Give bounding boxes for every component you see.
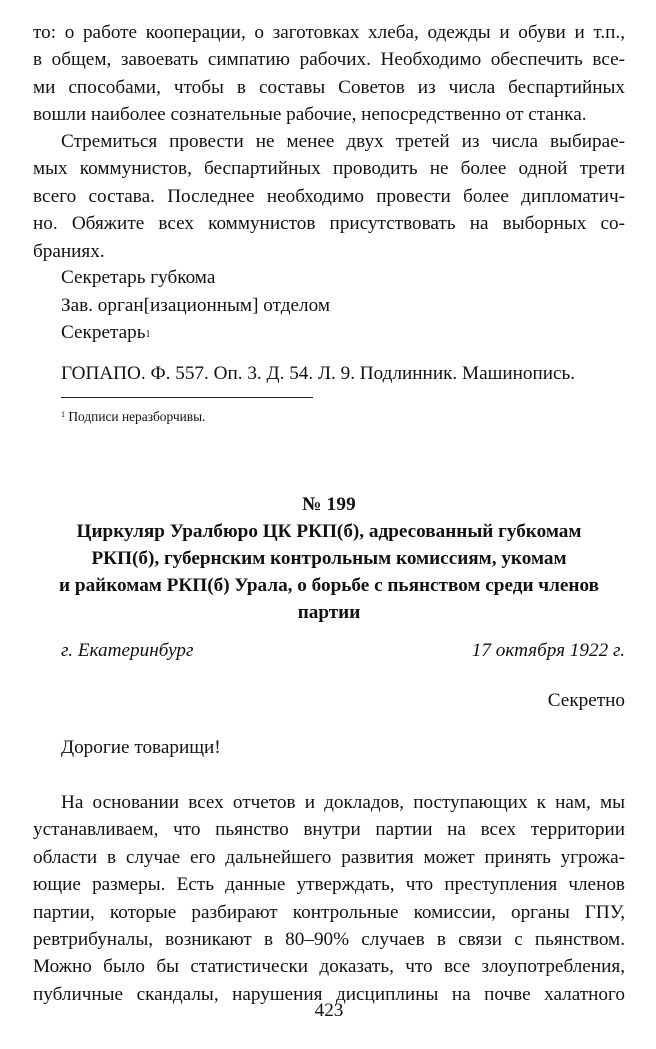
page-number: 423	[314, 1000, 344, 1021]
footnote-number: 1	[61, 410, 65, 419]
archive-reference: ГОПАПО. Ф. 557. Оп. 3. Д. 54. Л. 9. Подлинник. Машинопись.	[61, 363, 576, 384]
instruction-paragraph	[33, 128, 625, 265]
text-line: На основании всех отчетов и докладов, поступающих к нам, мы	[61, 792, 625, 813]
text-line: то: о работе кооперации, о заготовках хлеба, одежды и обуви и т.п.,	[33, 22, 625, 43]
signature-line-secretary	[61, 319, 330, 347]
document-date: 17 октября 1922 г.	[471, 640, 625, 661]
document-title	[33, 518, 625, 626]
text-line: вошли наиболее сознательные рабочие, непосредственно от станка.	[33, 104, 587, 126]
signature-secretary-label: Секретарь	[61, 322, 146, 344]
text-line: но. Обяжите всех коммунистов присутствовать на выборных со-	[33, 213, 625, 235]
signature-line-secretary-gubkom: Секретарь губкома	[61, 267, 216, 288]
text-line: устанавливаем, что пьянство внутри партии на всех территории	[33, 819, 625, 841]
signature-line-org-dept: Зав. орган[изационным] отделом	[61, 294, 330, 316]
text-line: ющие размеры. Есть данные утверждать, что преступления членов	[33, 874, 625, 896]
text-line: браниях.	[33, 240, 105, 262]
document-number: № 199	[302, 494, 356, 515]
footnote-text: Подписи неразборчивы.	[68, 409, 206, 424]
text-line: в общем, завоевать симпатию рабочих. Необходимо обеспечить все-	[33, 49, 625, 71]
footnote-marker: 1	[145, 329, 151, 341]
footnote-divider	[61, 397, 313, 398]
text-line: ми способами, чтобы в составы Советов из числа беспартийных	[33, 76, 625, 98]
footnote	[61, 409, 205, 425]
body-paragraph	[33, 789, 625, 1008]
text-line: ревтрибуналы, возникают в 80–90% случаев в связи с пьянством.	[33, 929, 625, 951]
text-line: области в случае его дальнейшего развития может принять угрожа-	[33, 846, 625, 868]
document-title-line: и райкомам РКП(б) Урала, о борьбе с пьянством среди членов	[59, 575, 599, 596]
document-title-line: партии	[297, 602, 361, 623]
signature-block	[61, 264, 330, 347]
text-line: Стремиться провести не менее двух третей из числа выбирае-	[61, 131, 625, 152]
continuation-paragraph	[33, 19, 625, 129]
salutation: Дорогие товарищи!	[61, 737, 221, 758]
document-place: г. Екатеринбург	[61, 640, 194, 661]
text-line: Можно было бы статистически доказать, что все злоупотребления,	[33, 956, 625, 978]
text-line: мых коммунистов, беспартийных проводить не более одной трети	[33, 158, 625, 180]
text-line: публичные скандалы, нарушения дисциплины на почве халатного	[33, 983, 625, 1005]
text-line: всего состава. Последнее необходимо провести более дипломатич-	[33, 185, 625, 207]
document-title-line: Циркуляр Уралбюро ЦК РКП(б), адресованный губкомам	[76, 521, 582, 542]
text-line: партии, которые разбирают контрольные комиссии, органы ГПУ,	[33, 901, 625, 923]
document-title-line: РКП(б), губернским контрольным комиссиям, укомам	[91, 548, 567, 569]
classification-mark: Секретно	[547, 690, 625, 711]
